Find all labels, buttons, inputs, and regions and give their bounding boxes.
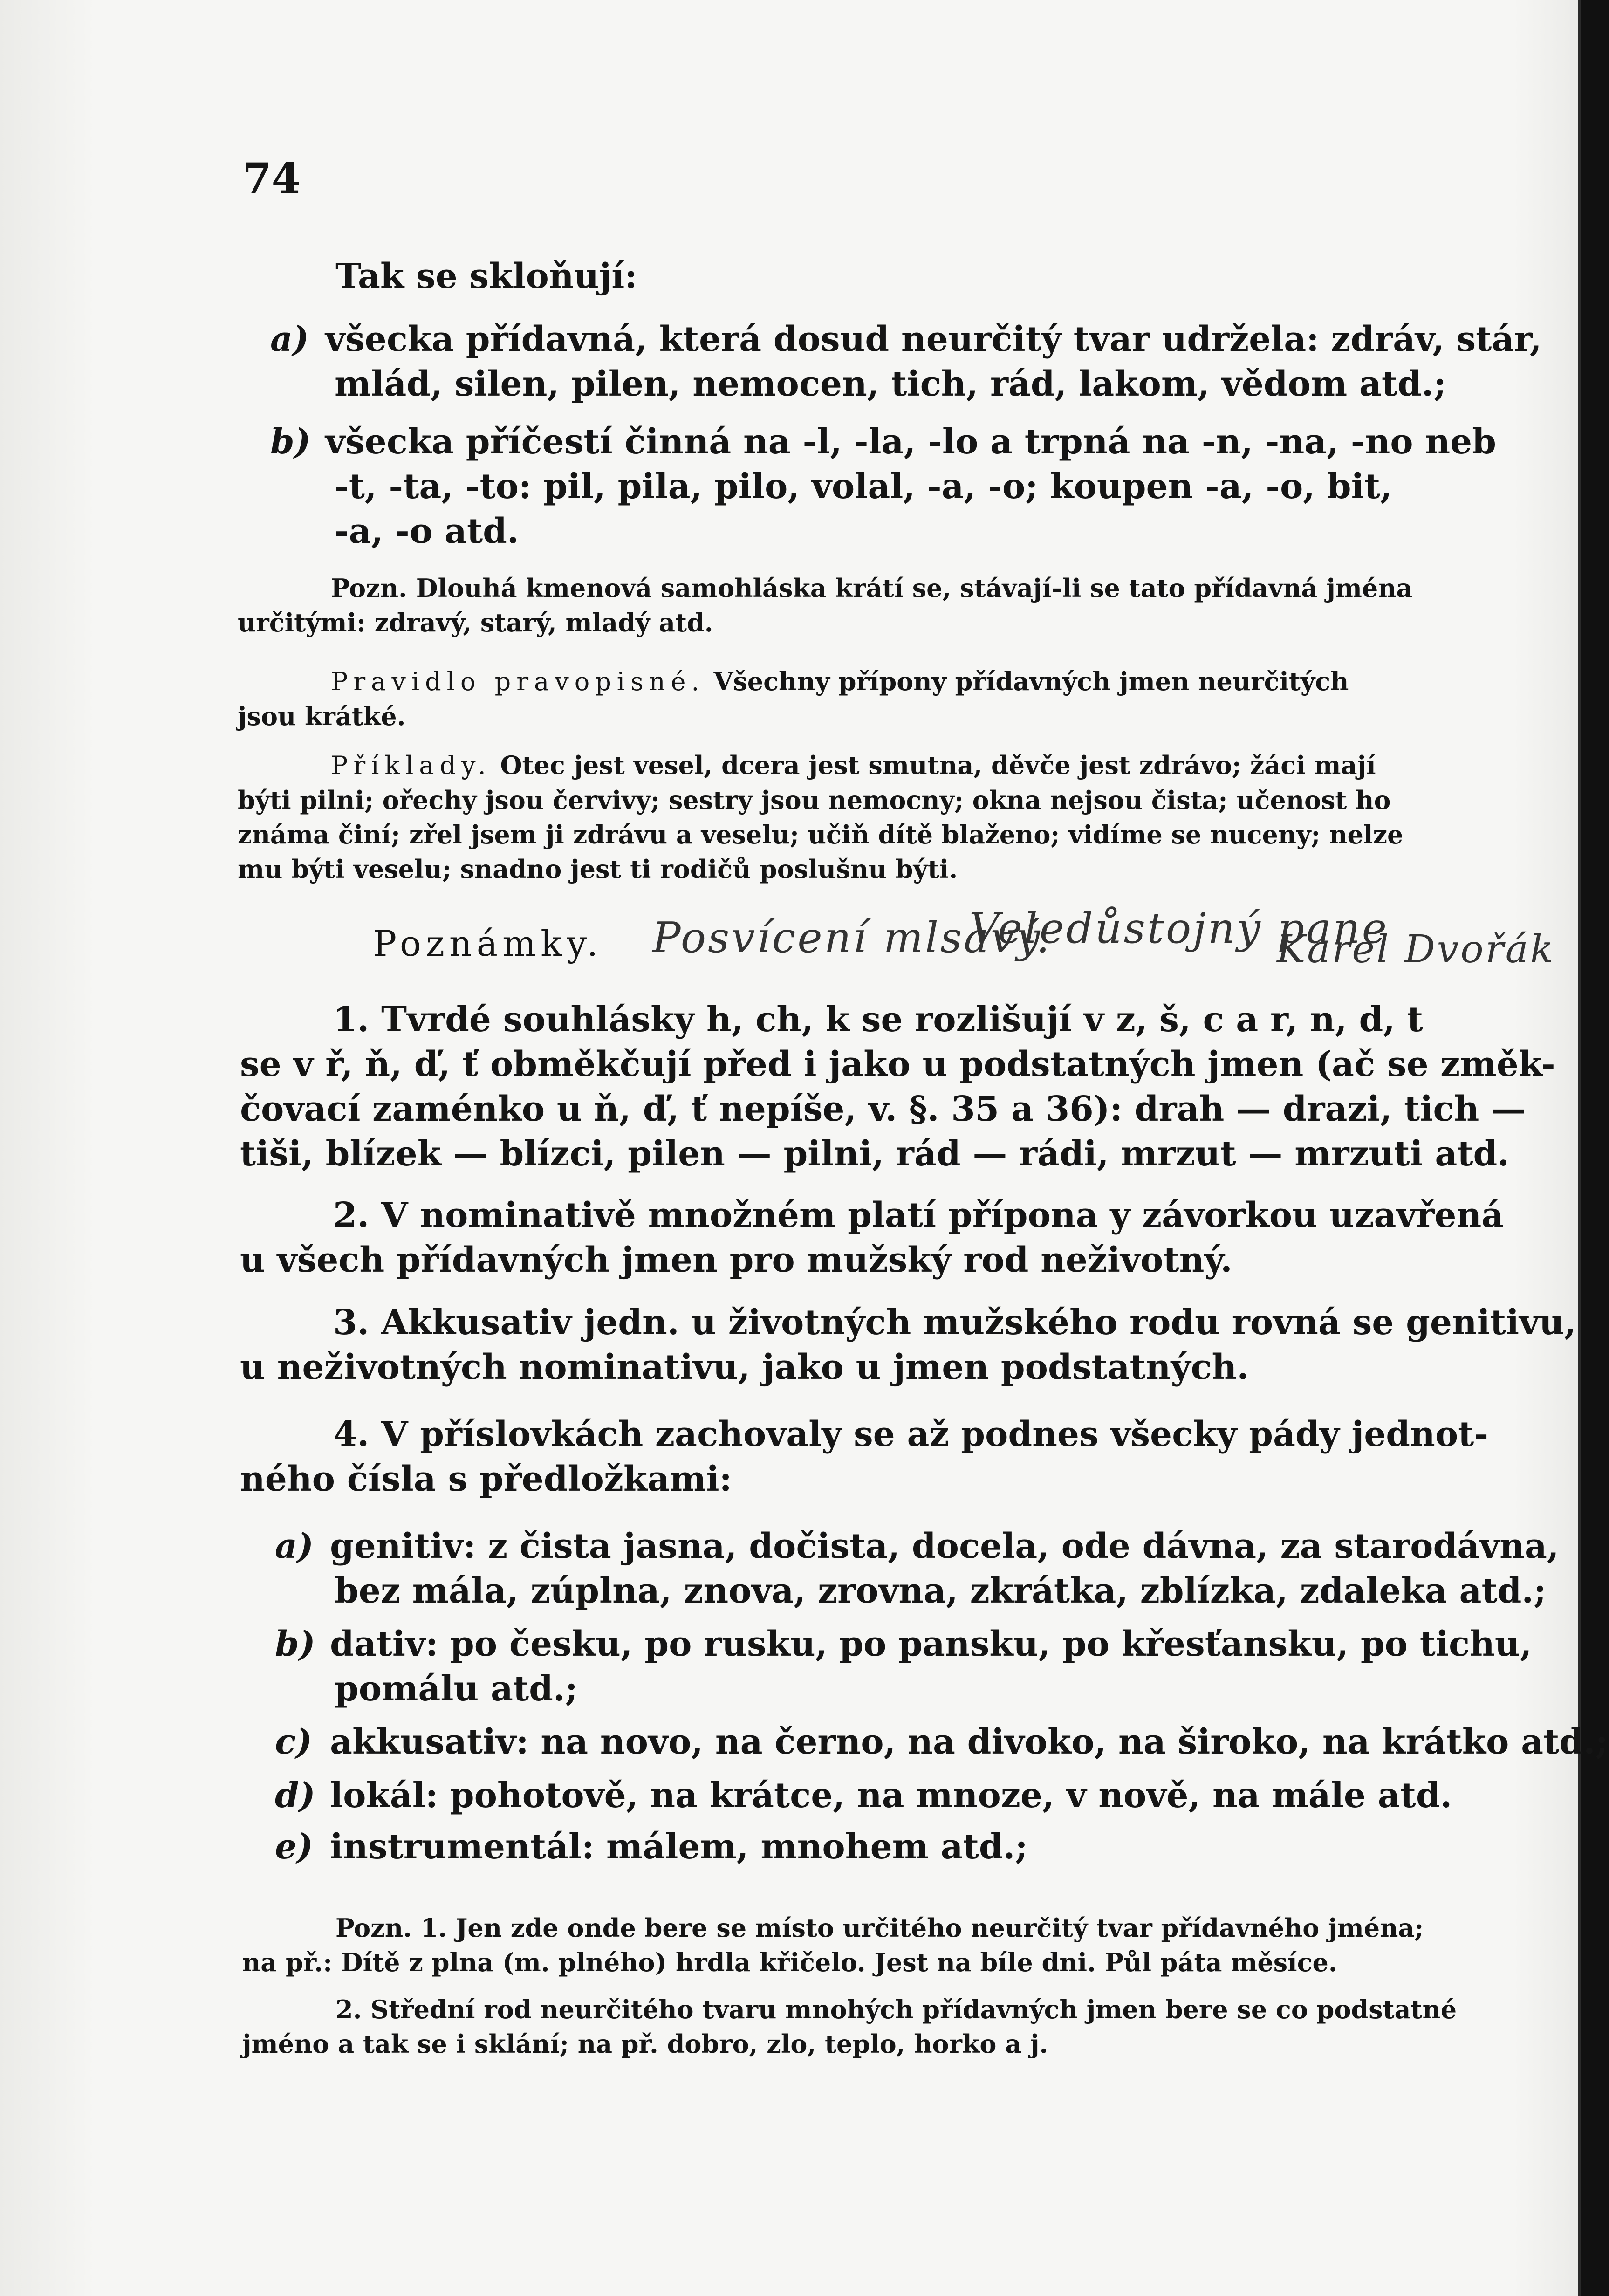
pravidlo-line2: jsou krátké. bbox=[238, 701, 406, 731]
priklady-line4: mu býti veselu; snadno jest ti rodičů poslušnu býti. bbox=[238, 854, 958, 884]
case-b-line1: dativ: po česku, po rusku, po pansku, po křesťansku, po tichu, bbox=[330, 1624, 1532, 1664]
list-a-line2: mlád, silen, pilen, nemocen, tich, rád, lakom, vědom atd.; bbox=[335, 364, 1446, 404]
case-c-line1: akkusativ: na novo, na černo, na divoko, na široko, na krátko atd.; bbox=[330, 1722, 1609, 1762]
footnote2-line2: jméno a tak se i sklání; na př. dobro, zlo, teplo, horko a j. bbox=[242, 2029, 1048, 2059]
case-label: a) bbox=[275, 1526, 314, 1566]
case-label: c) bbox=[275, 1722, 313, 1762]
priklady-examples bbox=[238, 748, 1403, 886]
priklady-line3: známa činí; zřel jsem ji zdrávu a veselu; učiň dítě blaženo; vidíme se nuceny; nelze bbox=[238, 820, 1404, 850]
handwritten-signature: Karel Dvořák bbox=[1277, 927, 1555, 972]
pravidlo-line1: Všechny přípony přídavných jmen neurčitých bbox=[713, 666, 1349, 696]
note4-line1: 4. V příslovkách zachovaly se až podnes všecky pády jednot- bbox=[333, 1414, 1489, 1454]
list-a-line1: všecka přídavná, která dosud neurčitý tvar udržela: zdráv, stár, bbox=[325, 319, 1542, 359]
handwritten-note-2: Veledůstojný pane bbox=[969, 904, 1389, 953]
footnote-1 bbox=[242, 1911, 1424, 1980]
case-a bbox=[275, 1524, 1559, 1613]
case-e bbox=[275, 1824, 1028, 1869]
case-a-line1: genitiv: z čista jasna, dočista, docela, ode dávna, za starodávna, bbox=[330, 1526, 1559, 1566]
case-c bbox=[275, 1720, 1608, 1764]
note-2 bbox=[240, 1193, 1504, 1282]
case-b bbox=[275, 1622, 1532, 1711]
pravidlo-pravopisne bbox=[238, 664, 1349, 733]
note1-line2: se v ř, ň, ď, ť obměkčují před i jako u podstatných jmen (ač se změk- bbox=[240, 1044, 1555, 1084]
case-e-line1: instrumentál: málem, mnohem atd.; bbox=[330, 1827, 1028, 1867]
note4-line2: ného čísla s předložkami: bbox=[240, 1459, 732, 1499]
list-item-b bbox=[270, 419, 1496, 554]
intro-line: Tak se skloňují: bbox=[335, 256, 637, 296]
handwritten-note-1: Posvícení mlsavý. bbox=[652, 913, 1052, 962]
poznamky-heading: Poznámky. bbox=[373, 923, 603, 964]
priklady-line1: Otec jest vesel, dcera jest smutna, děvče jest zdrávo; žáci mají bbox=[500, 750, 1376, 780]
priklady-line2: býti pilni; ořechy jsou červivy; sestry jsou nemocny; okna nejsou čista; učenost ho bbox=[238, 785, 1391, 815]
case-label: d) bbox=[275, 1775, 315, 1816]
case-d bbox=[275, 1773, 1452, 1818]
case-d-line1: lokál: pohotově, na krátce, na mnoze, v nově, na mále atd. bbox=[330, 1775, 1452, 1816]
note2-line2: u všech přídavných jmen pro mužský rod neživotný. bbox=[240, 1240, 1232, 1280]
note2-line1: 2. V nominativě množném platí přípona y závorkou uzavřená bbox=[333, 1195, 1504, 1235]
footnote-2 bbox=[242, 1992, 1457, 2061]
pozn-line1: Pozn. Dlouhá kmenová samohláska krátí se, stávají-li se tato přídavná jména bbox=[331, 573, 1413, 603]
pozn-note bbox=[238, 571, 1413, 640]
note1-line4: tiši, blízek — blízci, pilen — pilni, rád — rádi, mrzut — mrzuti atd. bbox=[240, 1134, 1510, 1174]
page-edge-shadow bbox=[1581, 0, 1609, 2296]
note-4 bbox=[240, 1412, 1488, 1501]
list-b-line3: -a, -o atd. bbox=[335, 511, 519, 551]
case-label: b) bbox=[275, 1624, 315, 1664]
footnote2-line1: 2. Střední rod neurčitého tvaru mnohých přídavných jmen bere se co podstatné bbox=[335, 1994, 1457, 2024]
note3-line2: u neživotných nominativu, jako u jmen podstatných. bbox=[240, 1347, 1249, 1387]
list-label: a) bbox=[270, 319, 309, 359]
footnote1-line2: na př.: Dítě z plna (m. plného) hrdla křičelo. Jest na bíle dni. Půl pátа měsíce. bbox=[242, 1947, 1337, 1977]
pozn-line2: určitými: zdravý, starý, mladý atd. bbox=[238, 608, 713, 637]
case-label: e) bbox=[275, 1827, 314, 1867]
page-edge-rule bbox=[1578, 0, 1581, 2296]
note3-line1: 3. Akkusativ jedn. u životných mužského rodu rovná se genitivu, bbox=[333, 1302, 1576, 1343]
case-b-line2: pomálu atd.; bbox=[335, 1669, 578, 1709]
priklady-heading: Příklady. bbox=[331, 751, 492, 780]
page-number: 74 bbox=[242, 154, 301, 203]
list-label: b) bbox=[270, 422, 311, 462]
case-a-line2: bez mála, zúplna, znova, zrovna, zkrátka, zblízka, zdaleka atd.; bbox=[335, 1571, 1547, 1611]
list-b-line2: -t, -ta, -to: pil, pila, pilo, volal, -a, -o; koupen -a, -o, bit, bbox=[335, 466, 1392, 507]
list-item-a bbox=[270, 317, 1542, 406]
note1-line3: čovací zaménko u ň, ď, ť nepíše, v. §. 35 a 36): drah — drazi, tich — bbox=[240, 1089, 1526, 1129]
pravidlo-heading: Pravidlo pravopisné. bbox=[331, 667, 705, 696]
list-b-line1: všecka příčestí činná na -l, -la, -lo a trpná na -n, -na, -no neb bbox=[325, 422, 1497, 462]
note1-line1: 1. Tvrdé souhlásky h, ch, k se rozlišují v z, š, c a r, n, d, t bbox=[333, 1000, 1423, 1040]
footnote1-line1: Pozn. 1. Jen zde onde bere se místo určitého neurčitý tvar přídavného jména; bbox=[335, 1913, 1424, 1943]
note-3 bbox=[240, 1300, 1576, 1390]
note-1 bbox=[240, 997, 1555, 1176]
